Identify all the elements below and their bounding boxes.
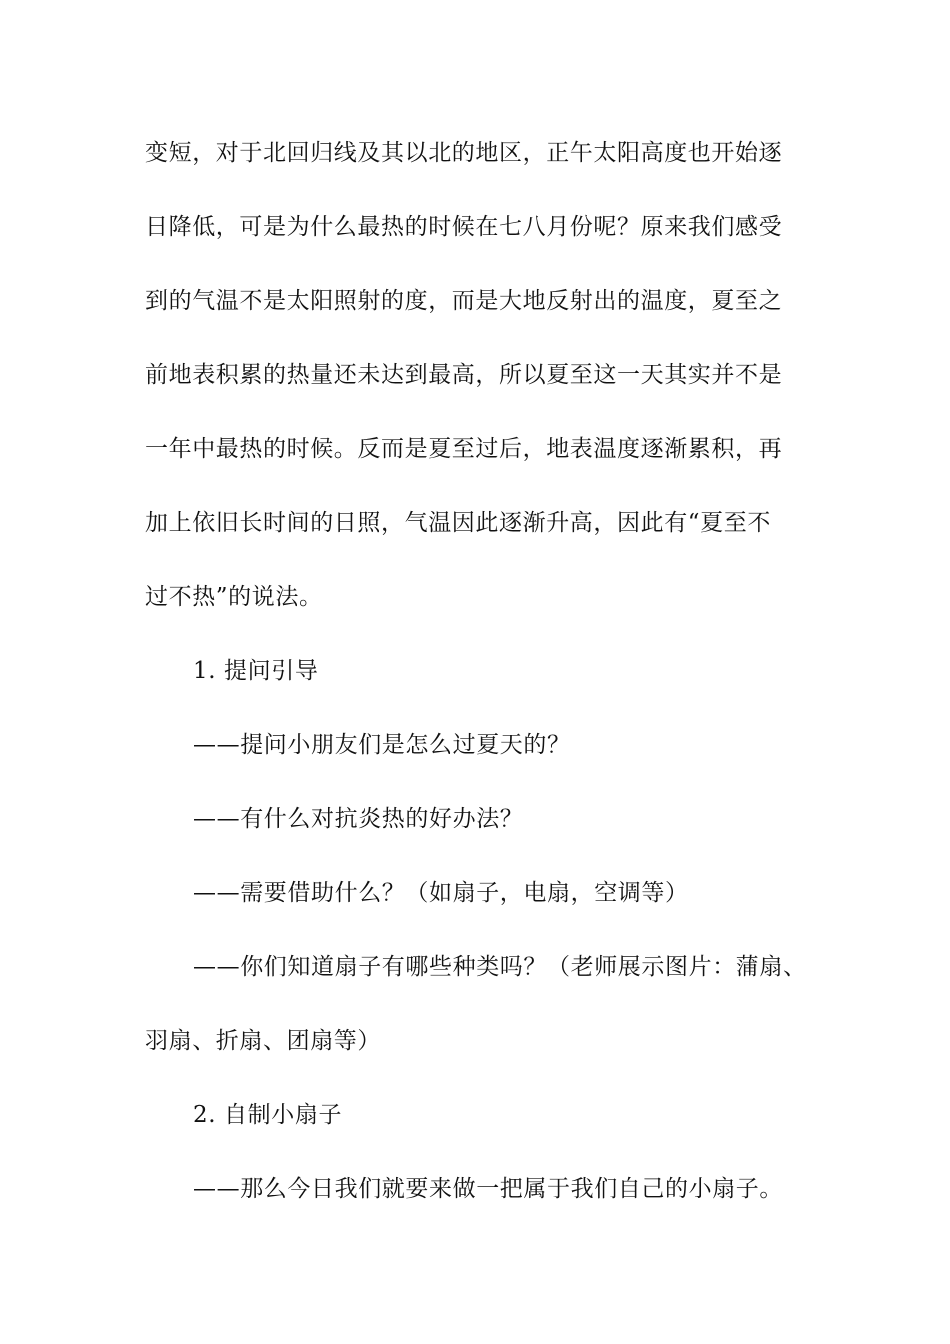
paragraph-line: 变短，对于北回归线及其以北的地区，正午太阳高度也开始逐 (145, 140, 783, 166)
list-item-continuation: 羽扇、折扇、团扇等） (145, 1028, 381, 1054)
paragraph-line: 过不热”的说法。 (145, 584, 323, 610)
list-item: ——提问小朋友们是怎么过夏天的？ (193, 732, 571, 758)
paragraph-line: 加上依旧长时间的日照，气温因此逐渐升高，因此有“夏至不 (145, 510, 771, 536)
list-item: ——那么今日我们就要来做一把属于我们自己的小扇子。 (193, 1176, 783, 1202)
section-heading-make-fan: 2. 自制小扇子 (193, 1102, 343, 1128)
paragraph-line: 一年中最热的时候。反而是夏至过后，地表温度逐渐累积，再 (145, 436, 783, 462)
section-heading-questioning: 1. 提问引导 (193, 658, 319, 684)
paragraph-line: 日降低，可是为什么最热的时候在七八月份呢？原来我们感受 (145, 214, 783, 240)
list-item: ——需要借助什么？（如扇子，电扇，空调等） (193, 880, 689, 906)
list-item: ——有什么对抗炎热的好办法？ (193, 806, 524, 832)
list-item: ——你们知道扇子有哪些种类吗？（老师展示图片：蒲扇、 (193, 954, 807, 980)
paragraph-line: 到的气温不是太阳照射的度，而是大地反射出的温度，夏至之 (145, 288, 783, 314)
paragraph-line: 前地表积累的热量还未达到最高，所以夏至这一天其实并不是 (145, 362, 783, 388)
